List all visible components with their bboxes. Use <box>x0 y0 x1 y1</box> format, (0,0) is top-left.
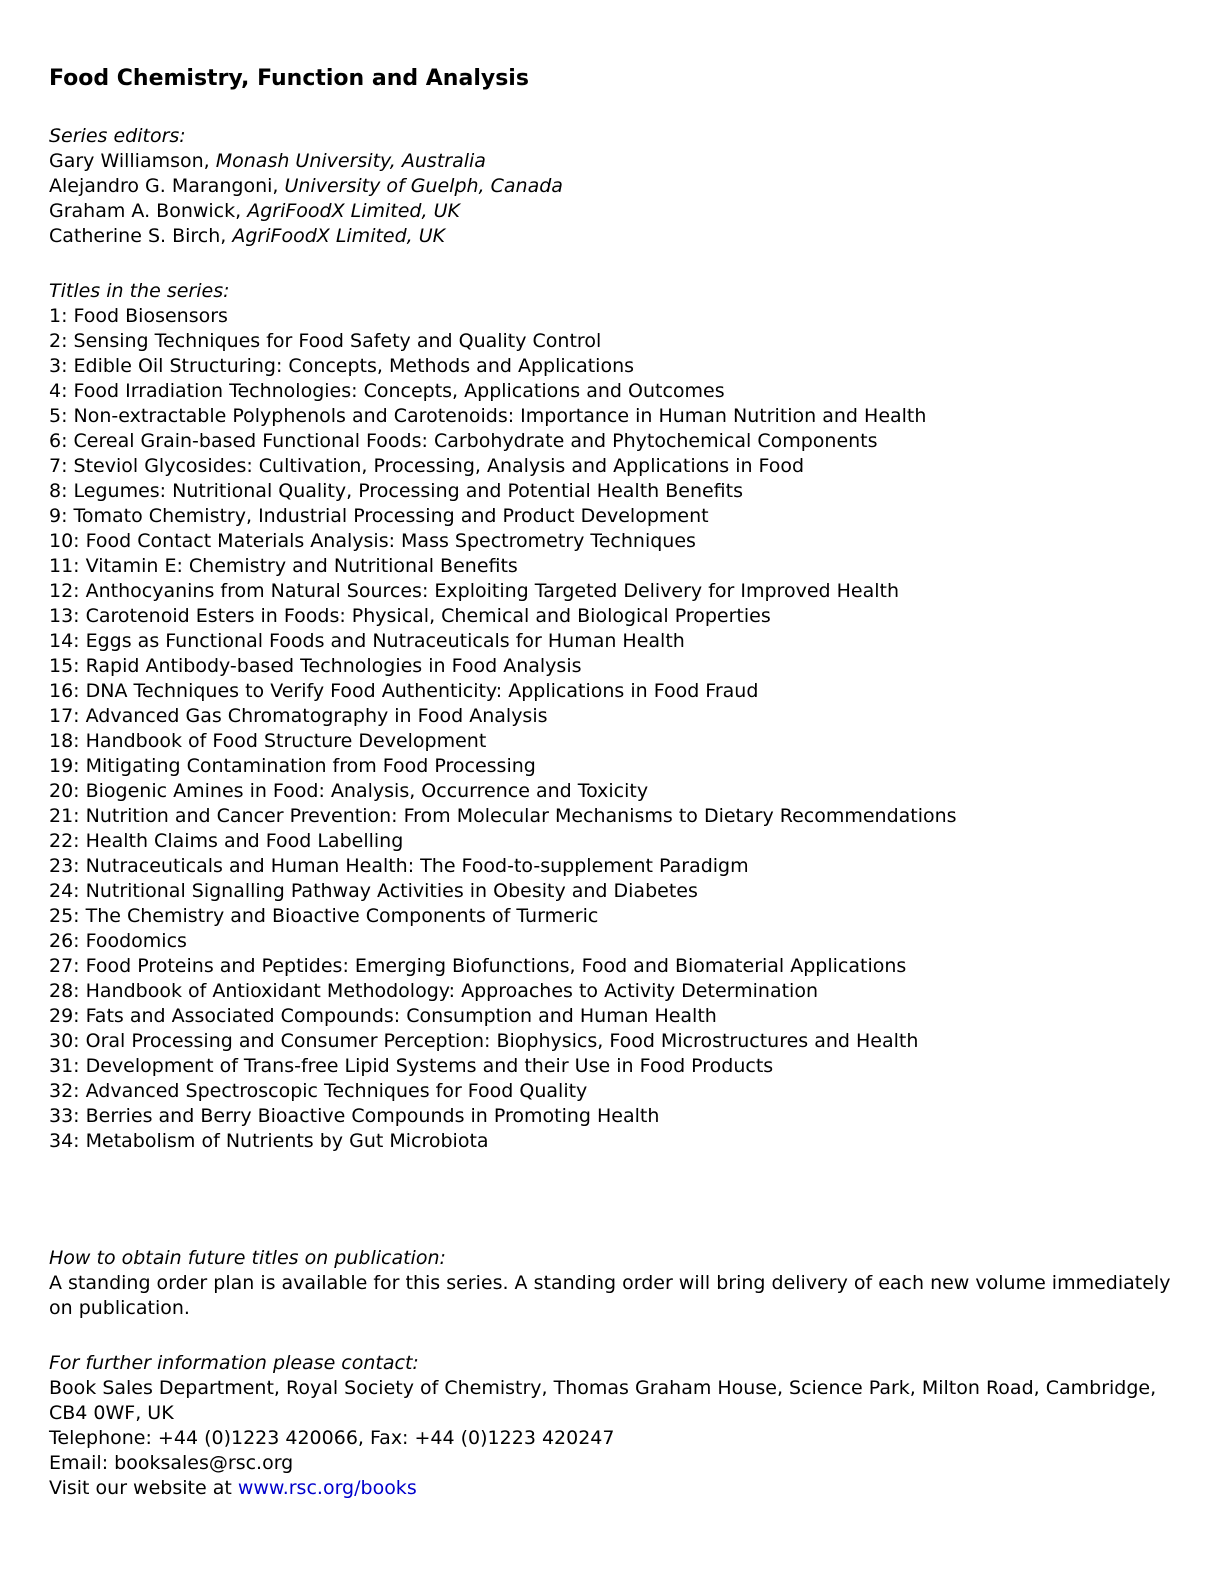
editor-name: Alejandro G. Marangoni, <box>49 175 285 197</box>
standing-order-text: A standing order plan is available for this series. A standing order will bring delivery of each new volume immediately on publication. <box>49 1272 1171 1319</box>
editor-name: Catherine S. Birch, <box>49 225 233 247</box>
series-title-item: 8: Legumes: Nutritional Quality, Processing and Potential Health Benefits <box>49 480 743 502</box>
series-title-item: 18: Handbook of Food Structure Development <box>49 730 487 752</box>
editor-row <box>49 224 1179 249</box>
series-title-item: 1: Food Biosensors <box>49 305 228 327</box>
series-title-item: 13: Carotenoid Esters in Foods: Physical, Chemical and Biological Properties <box>49 605 771 627</box>
series-title-item: 23: Nutraceuticals and Human Health: The Food-to-supplement Paradigm <box>49 855 749 877</box>
contact-phone: Telephone: +44 (0)1223 420066, Fax: +44 (0)1223 420247 <box>49 1427 615 1449</box>
series-title-item: 32: Advanced Spectroscopic Techniques for Food Quality <box>49 1080 588 1102</box>
series-title-item: 19: Mitigating Contamination from Food Processing <box>49 755 536 777</box>
series-title-item: 7: Steviol Glycosides: Cultivation, Processing, Analysis and Applications in Food <box>49 455 805 477</box>
series-title-item: 2: Sensing Techniques for Food Safety and Quality Control <box>49 330 602 352</box>
editor-name: Graham A. Bonwick, <box>49 200 248 222</box>
contact-label: For further information please contact: <box>49 1352 419 1374</box>
series-title-item: 17: Advanced Gas Chromatography in Food Analysis <box>49 705 548 727</box>
series-title-item: 15: Rapid Antibody-based Technologies in Food Analysis <box>49 655 582 677</box>
series-title-item: 31: Development of Trans-free Lipid Systems and their Use in Food Products <box>49 1055 774 1077</box>
series-title-item: 10: Food Contact Materials Analysis: Mass Spectrometry Techniques <box>49 530 696 552</box>
editor-affiliation: AgriFoodX Limited, UK <box>247 200 460 222</box>
series-title: Food Chemistry, Function and Analysis <box>49 66 529 91</box>
series-title-item: 11: Vitamin E: Chemistry and Nutritional Benefits <box>49 555 518 577</box>
series-title-item: 6: Cereal Grain-based Functional Foods: Carbohydrate and Phytochemical Components <box>49 430 878 452</box>
series-title-item: 22: Health Claims and Food Labelling <box>49 830 404 852</box>
series-title-item: 14: Eggs as Functional Foods and Nutraceuticals for Human Health <box>49 630 685 652</box>
series-title-item: 5: Non-extractable Polyphenols and Carotenoids: Importance in Human Nutrition and Health <box>49 405 927 427</box>
editor-name: Gary Williamson, <box>49 150 216 172</box>
website-prefix: Visit our website at <box>49 1477 238 1499</box>
series-title-item: 28: Handbook of Antioxidant Methodology: Approaches to Activity Determination <box>49 980 818 1002</box>
series-title-item: 4: Food Irradiation Technologies: Concepts, Applications and Outcomes <box>49 380 725 402</box>
series-title-item: 12: Anthocyanins from Natural Sources: Exploiting Targeted Delivery for Improved Health <box>49 580 899 602</box>
editors-label: Series editors: <box>49 125 186 147</box>
editor-row <box>49 149 1179 174</box>
series-title-item: 16: DNA Techniques to Verify Food Authenticity: Applications in Food Fraud <box>49 680 759 702</box>
series-title-item: 34: Metabolism of Nutrients by Gut Microbiota <box>49 1130 489 1152</box>
website-link[interactable]: www.rsc.org/books <box>237 1477 417 1499</box>
editor-affiliation: University of Guelph, Canada <box>284 175 563 197</box>
series-title-item: 3: Edible Oil Structuring: Concepts, Methods and Applications <box>49 355 635 377</box>
editor-row <box>49 199 1179 224</box>
series-title-item: 33: Berries and Berry Bioactive Compounds in Promoting Health <box>49 1105 660 1127</box>
editor-affiliation: Monash University, Australia <box>215 150 486 172</box>
editor-affiliation: AgriFoodX Limited, UK <box>232 225 446 247</box>
future-titles-label: How to obtain future titles on publication: <box>49 1247 446 1269</box>
series-title-item: 25: The Chemistry and Bioactive Components of Turmeric <box>49 905 599 927</box>
series-title-item: 30: Oral Processing and Consumer Perception: Biophysics, Food Microstructures and Health <box>49 1030 919 1052</box>
titles-label: Titles in the series: <box>49 280 230 302</box>
page <box>49 64 1179 1501</box>
series-title-item: 29: Fats and Associated Compounds: Consumption and Human Health <box>49 1005 717 1027</box>
series-title-item: 9: Tomato Chemistry, Industrial Processing and Product Development <box>49 505 709 527</box>
series-title-item: 27: Food Proteins and Peptides: Emerging Biofunctions, Food and Biomaterial Applications <box>49 955 907 977</box>
website-line <box>49 1476 1179 1501</box>
titles-list <box>49 304 1179 1154</box>
series-title-item: 20: Biogenic Amines in Food: Analysis, Occurrence and Toxicity <box>49 780 649 802</box>
series-title-item: 21: Nutrition and Cancer Prevention: From Molecular Mechanisms to Dietary Recommendations <box>49 805 957 827</box>
contact-address: Book Sales Department, Royal Society of Chemistry, Thomas Graham House, Science Park, Milton Road, Cambridge, CB4 0WF, UK <box>49 1377 1157 1424</box>
editor-row <box>49 174 1179 199</box>
series-title-item: 24: Nutritional Signalling Pathway Activities in Obesity and Diabetes <box>49 880 698 902</box>
contact-email: Email: booksales@rsc.org <box>49 1452 294 1474</box>
editors-list <box>49 149 1179 249</box>
series-title-item: 26: Foodomics <box>49 930 187 952</box>
